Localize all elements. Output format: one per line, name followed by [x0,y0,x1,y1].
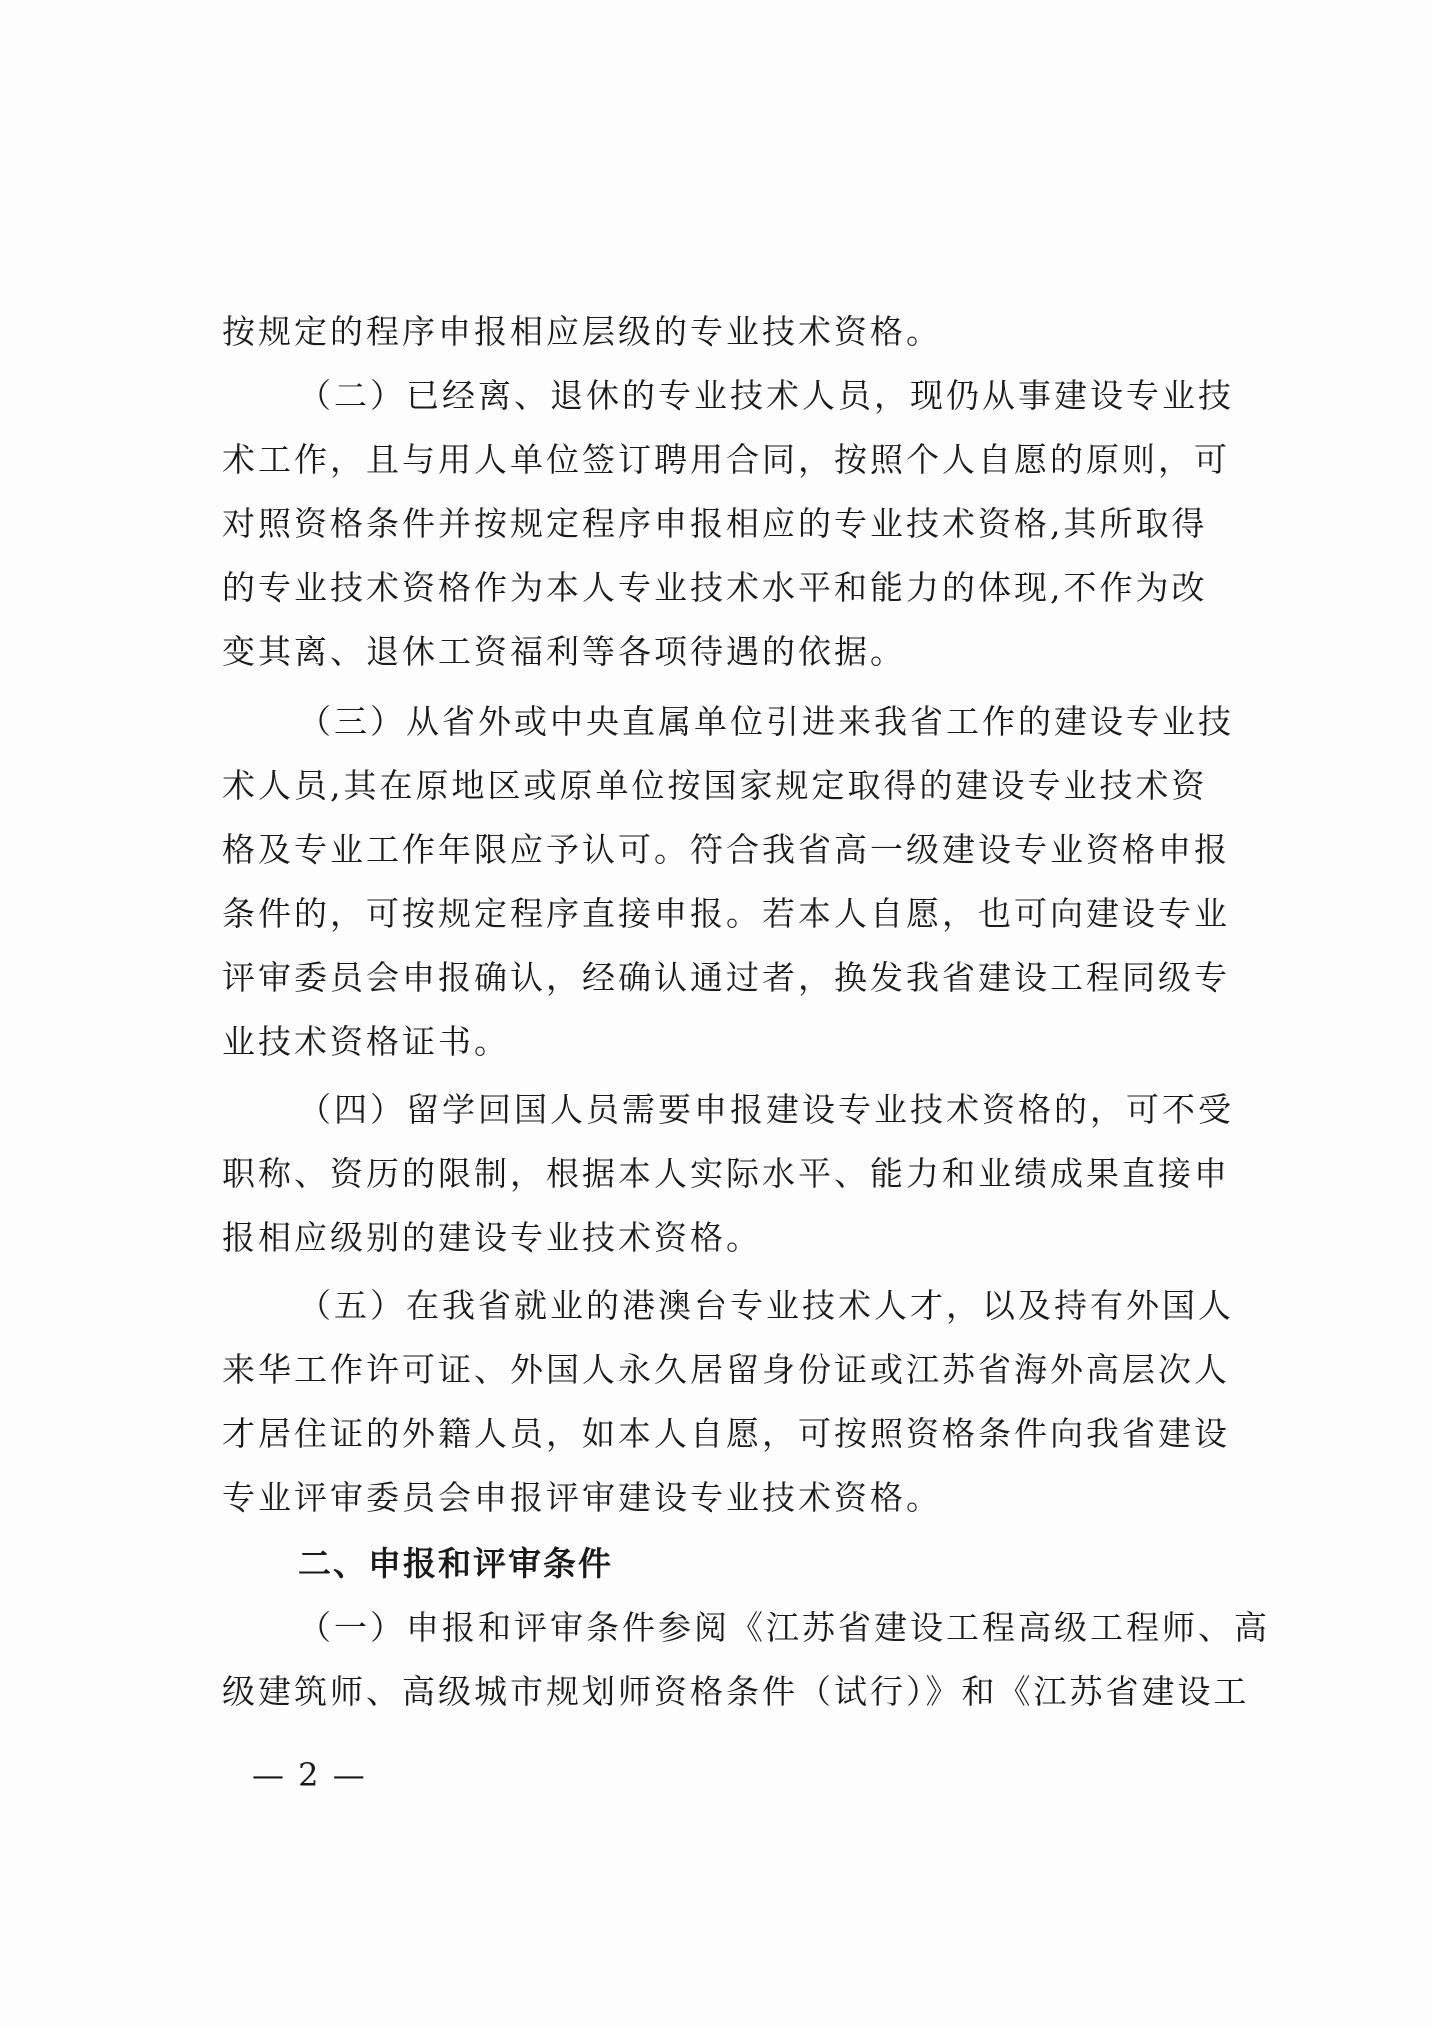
text-line: 才居住证的外籍人员，如本人自愿，可按照资格条件向我省建设 [222,1414,1230,1453]
text-line: 的专业技术资格作为本人专业技术水平和能力的体现,不作为改 [222,568,1208,607]
paragraph-3-line-1: （三）从省外或中央直属单位引进来我省工作的建设专业技 [298,702,1234,741]
text-line: 对照资格条件并按规定程序申报相应的专业技术资格,其所取得 [222,504,1208,543]
text-line: 职称、资历的限制，根据本人实际水平、能力和业绩成果直接申 [222,1154,1230,1193]
text-line: 报相应级别的建设专业技术资格。 [222,1218,762,1257]
paragraph-6-line-1: （一）申报和评审条件参阅《江苏省建设工程高级工程师、高 [298,1608,1270,1647]
paragraph-5-line-1: （五）在我省就业的港澳台专业技术人才，以及持有外国人 [298,1286,1234,1325]
text-line: 术工作，且与用人单位签订聘用合同，按照个人自愿的原则，可 [222,440,1230,479]
text-line: 业技术资格证书。 [222,1022,510,1061]
paragraph-2-line-1: （二）已经离、退休的专业技术人员，现仍从事建设专业技 [298,376,1234,415]
page-number: — 2 — [252,1756,367,1794]
text-line: 级建筑师、高级城市规划师资格条件（试行）》和《江苏省建设工 [222,1672,1250,1711]
text-line: 按规定的程序申报相应层级的专业技术资格。 [222,312,942,351]
text-line: 变其离、退休工资福利等各项待遇的依据。 [222,632,906,671]
text-line: 来华工作许可证、外国人永久居留身份证或江苏省海外高层次人 [222,1350,1230,1389]
section-heading: 二、申报和评审条件 [298,1544,613,1583]
text-line: 评审委员会申报确认，经确认通过者，换发我省建设工程同级专 [222,958,1230,997]
paragraph-4-line-1: （四）留学回国人员需要申报建设专业技术资格的，可不受 [298,1090,1234,1129]
text-line: 术人员,其在原地区或原单位按国家规定取得的建设专业技术资 [222,766,1208,805]
text-line: 格及专业工作年限应予认可。符合我省高一级建设专业资格申报 [222,830,1230,869]
text-line: 条件的，可按规定程序直接申报。若本人自愿，也可向建设专业 [222,894,1230,933]
text-line: 专业评审委员会申报评审建设专业技术资格。 [222,1478,942,1517]
